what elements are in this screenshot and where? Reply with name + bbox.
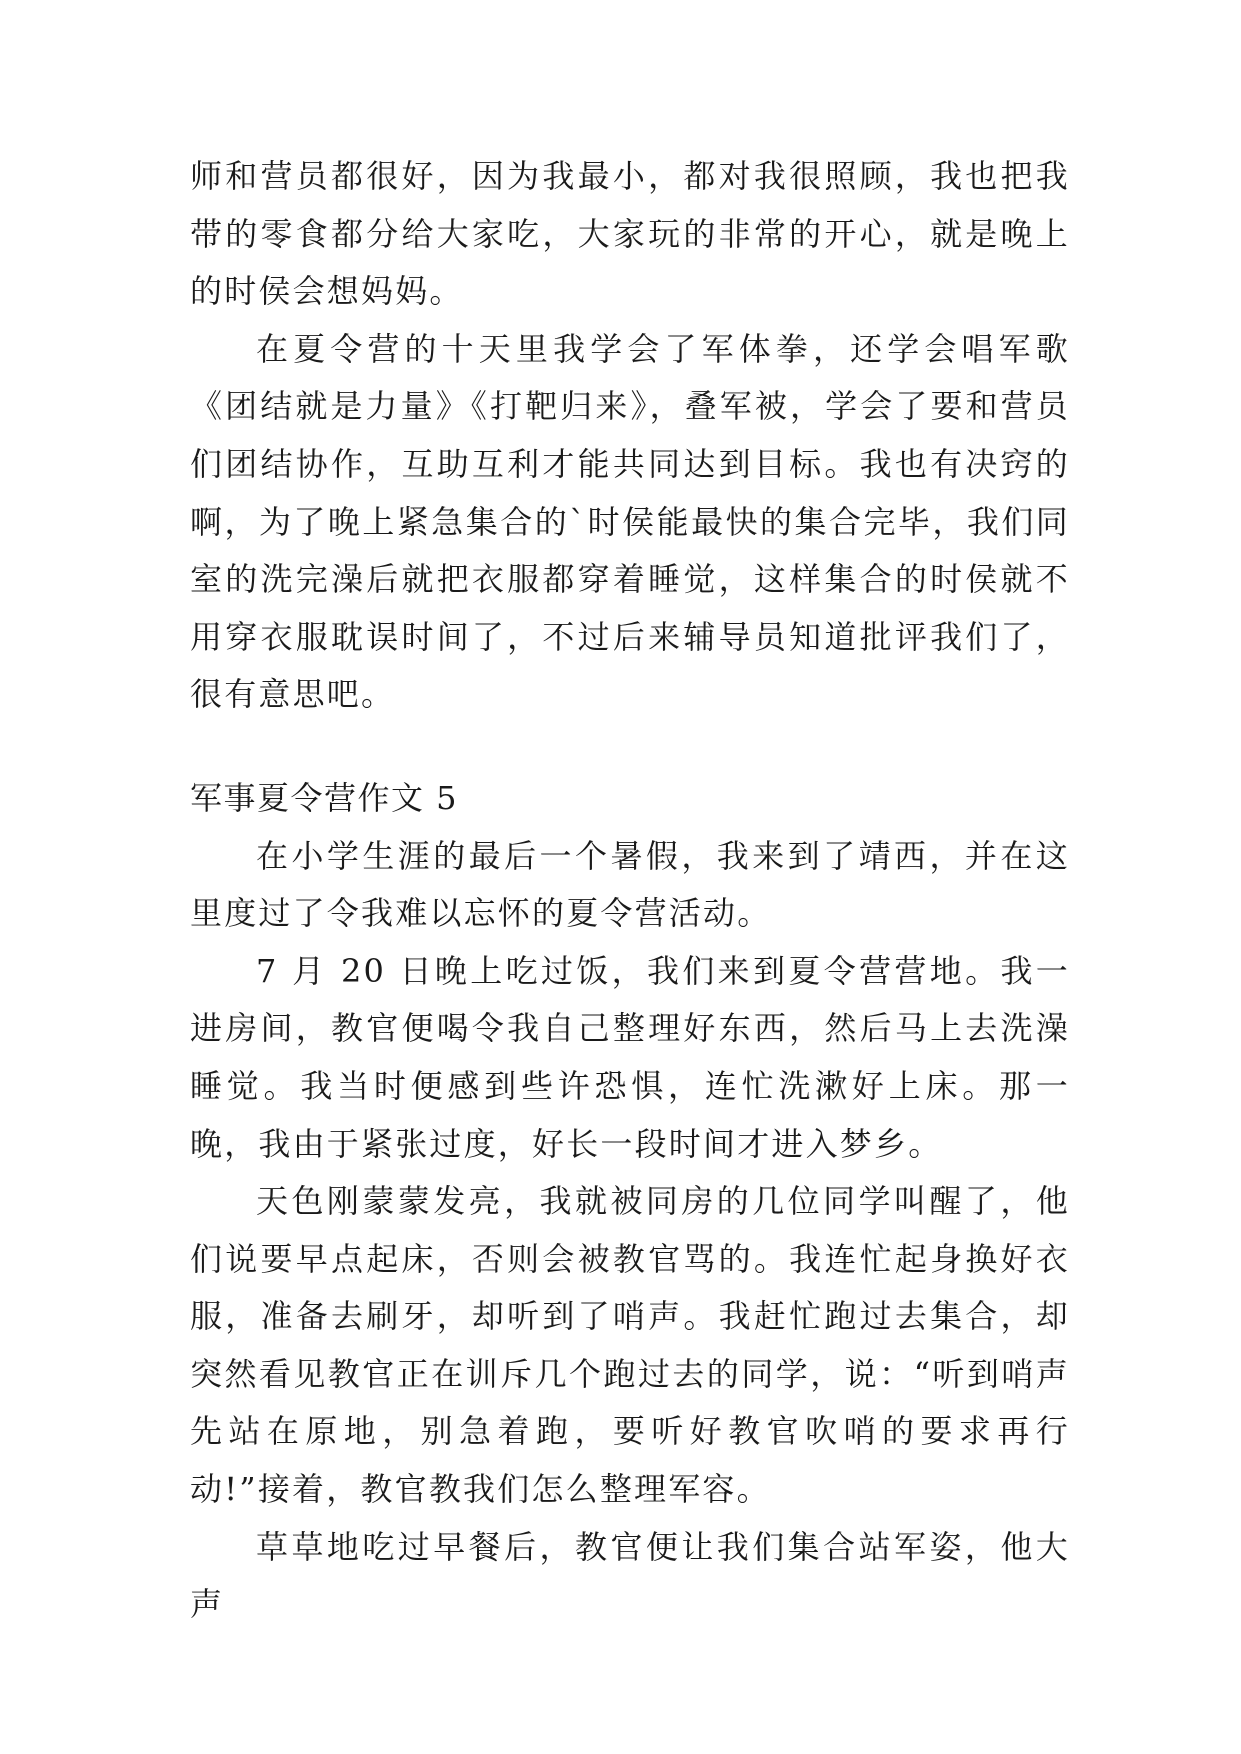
section-title: 军事夏令营作文 5 xyxy=(190,778,459,817)
document-body xyxy=(190,148,1070,1634)
paragraph: 草草地吃过早餐后，教官便让我们集合站军姿，他大声 xyxy=(190,1527,1070,1624)
paragraph: 7 月 20 日晚上吃过饭，我们来到夏令营营地。我一进房间，教官便喝令我自己整理好东西，然后马上去洗澡睡觉。我当时便感到些许恐惧，连忙洗漱好上床。那一晚，我由于紧张过度，好长一段时间才进入梦乡。 xyxy=(190,951,1070,1163)
paragraph: 天色刚蒙蒙发亮，我就被同房的几位同学叫醒了，他们说要早点起床，否则会被教官骂的。我连忙起身换好衣服，准备去刷牙，却听到了哨声。我赶忙跑过去集合，却突然看见教官正在训斥几个跑过去的同学，说：“听到哨声先站在原地，别急着跑，要听好教官吹哨的要求再行动!”接着，教官教我们怎么整理军容。 xyxy=(190,1182,1070,1509)
paragraph: 师和营员都很好，因为我最小，都对我很照顾，我也把我带的零食都分给大家吃，大家玩的非常的开心，就是晚上的时侯会想妈妈。 xyxy=(190,157,1070,311)
paragraph: 在小学生涯的最后一个暑假，我来到了靖西，并在这里度过了令我难以忘怀的夏令营活动。 xyxy=(190,836,1070,933)
paragraph: 在夏令营的十天里我学会了军体拳，还学会唱军歌《团结就是力量》《打靶归来》，叠军被，学会了要和营员们团结协作，互助互利才能共同达到目标。我也有决窍的啊，为了晚上紧急集合的`时侯能最快的集合完毕，我们同室的洗完澡后就把衣服都穿着睡觉，这样集合的时侯就不用穿衣服耽误时间了，不过后来辅导员知道批评我们了，很有意思吧。 xyxy=(190,329,1070,714)
